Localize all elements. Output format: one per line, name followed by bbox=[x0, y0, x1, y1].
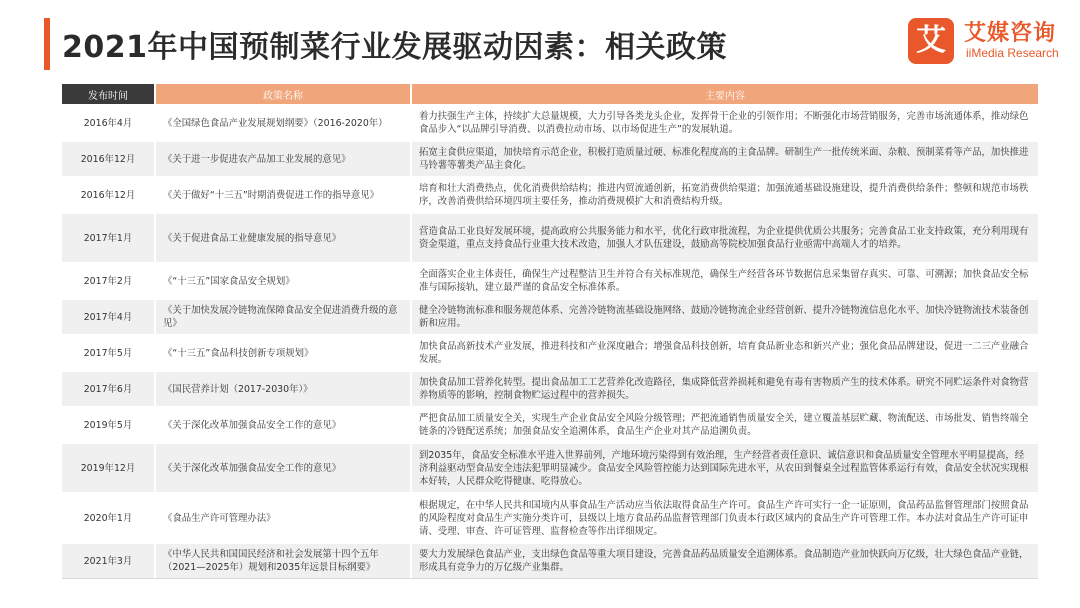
cell-policy-name: 《食品生产许可管理办法》 bbox=[156, 494, 410, 542]
cell-time: 2016年4月 bbox=[62, 106, 154, 140]
cell-main-content: 着力扶强生产主体，持续扩大总量规模，大力引导各类龙头企业，发挥骨干企业的引领作用；不断强化市场营销服务，完善市场流通体系，推动绿色食品步入“以品牌引导消费、以消费拉动市场、以市场促进生产”的发展轨道。 bbox=[412, 106, 1038, 140]
table-row bbox=[62, 142, 1038, 176]
table-row bbox=[62, 372, 1038, 406]
cell-main-content: 根据规定，在中华人民共和国境内从事食品生产活动应当依法取得食品生产许可。食品生产许可实行一企一证原则，食品药品监督管理部门按照食品的风险程度对食品生产实施分类许可，县级以上地方食品药品监督管理部门负责本行政区域内的食品生产许可管理工作。本办法对食品生产许可证申请、受理、审查、许可证管理、监督检查等作出详细规定。 bbox=[412, 494, 1038, 542]
cell-policy-name: 《全国绿色食品产业发展规划纲要》（2016-2020年） bbox=[156, 106, 410, 140]
cell-policy-name: 《“十三五”食品科技创新专项规划》 bbox=[156, 336, 410, 370]
cell-policy-name: 《关于深化改革加强食品安全工作的意见》 bbox=[156, 408, 410, 442]
policy-table bbox=[60, 82, 1040, 580]
cell-main-content: 健全冷链物流标准和服务规范体系、完善冷链物流基础设施网络、鼓励冷链物流企业经营创新、提升冷链物流信息化水平、加快冷链物流技术装备创新和应用。 bbox=[412, 300, 1038, 334]
table-row bbox=[62, 336, 1038, 370]
cell-policy-name: 《关于加快发展冷链物流保障食品安全促进消费升级的意见》 bbox=[156, 300, 410, 334]
table-row bbox=[62, 178, 1038, 212]
table-row bbox=[62, 494, 1038, 542]
table-row bbox=[62, 544, 1038, 578]
cell-main-content: 营造食品工业良好发展环境，提高政府公共服务能力和水平，优化行政审批流程，为企业提供优质公共服务；完善食品工业支持政策，充分利用现有资金渠道，重点支持食品行业重大技术改造，加强人才队伍建设，鼓励高等院校加强食品行业亟需中高端人才的培养。 bbox=[412, 214, 1038, 262]
cell-policy-name: 《关于深化改革加强食品安全工作的意见》 bbox=[156, 444, 410, 492]
cell-main-content: 到2035年，食品安全标准水平进入世界前列，产地环境污染得到有效治理，生产经营者责任意识、诚信意识和食品质量安全管理水平明显提高，经济利益驱动型食品安全违法犯罪明显减少。食品安全风险管控能力达到国际先进水平，从农田到餐桌全过程监管体系运行有效，食品安全状况实现根本好转，人民群众吃得健康、吃得放心。 bbox=[412, 444, 1038, 492]
logo-mark-icon: 艾 bbox=[908, 18, 954, 64]
cell-policy-name: 《关于进一步促进农产品加工业发展的意见》 bbox=[156, 142, 410, 176]
cell-time: 2019年5月 bbox=[62, 408, 154, 442]
cell-policy-name: 《国民营养计划（2017-2030年）》 bbox=[156, 372, 410, 406]
cell-policy-name: 《关于促进食品工业健康发展的指导意见》 bbox=[156, 214, 410, 262]
cell-policy-name: 《关于做好“十三五”时期消费促进工作的指导意见》 bbox=[156, 178, 410, 212]
cell-main-content: 拓宽主食供应渠道，加快培育示范企业，积极打造质量过硬、标准化程度高的主食品牌。研制生产一批传统米面、杂粮、预制菜肴等产品，加快推进马铃薯等薯类产品主食化。 bbox=[412, 142, 1038, 176]
cell-main-content: 要大力发展绿色食品产业，支出绿色食品等重大项目建设，完善食品药品质量安全追溯体系。食品制造产业加快跃向万亿级，壮大绿色食品产业链，形成具有竞争力的万亿级产业集群。 bbox=[412, 544, 1038, 578]
table-row bbox=[62, 408, 1038, 442]
cell-main-content: 严把食品加工质量安全关，实现生产企业食品安全风险分级管理；严把流通销售质量安全关，建立覆盖基层贮藏、物流配送、市场批发、销售终端全链条的冷链配送系统；加强食品安全追溯体系，食品生产企业对其产品追溯负责。 bbox=[412, 408, 1038, 442]
column-header-time: 发布时间 bbox=[62, 84, 154, 104]
page-title: 2021年中国预制菜行业发展驱动因素：相关政策 bbox=[62, 30, 727, 65]
cell-main-content: 全面落实企业主体责任，确保生产过程整洁卫生并符合有关标准规范，确保生产经营各环节数据信息采集留存真实、可靠、可溯源；加快食品安全标准与国际接轨，建立最严谨的食品安全标准体系。 bbox=[412, 264, 1038, 298]
iimedia-logo bbox=[908, 16, 1068, 66]
cell-time: 2017年5月 bbox=[62, 336, 154, 370]
cell-time: 2017年2月 bbox=[62, 264, 154, 298]
cell-time: 2019年12月 bbox=[62, 444, 154, 492]
cell-policy-name: 《中华人民共和国国民经济和社会发展第十四个五年（2021—2025年）规划和2035年远景目标纲要》 bbox=[156, 544, 410, 578]
cell-policy-name: 《“十三五”国家食品安全规划》 bbox=[156, 264, 410, 298]
cell-time: 2020年1月 bbox=[62, 494, 154, 542]
cell-time: 2021年3月 bbox=[62, 544, 154, 578]
cell-time: 2017年6月 bbox=[62, 372, 154, 406]
title-accent-bar bbox=[44, 18, 50, 70]
cell-time: 2016年12月 bbox=[62, 178, 154, 212]
logo-chinese-name: 艾媒咨询 bbox=[964, 21, 1057, 46]
logo-english-name: iiMedia Research bbox=[966, 46, 1059, 60]
table-header-row bbox=[62, 84, 1038, 104]
table-row bbox=[62, 106, 1038, 140]
table-row bbox=[62, 444, 1038, 492]
column-header-main-content: 主要内容 bbox=[412, 84, 1038, 104]
cell-main-content: 加快食品加工营养化转型。提出食品加工工艺营养化改造路径，集成降低营养损耗和避免有毒有害物质产生的技术体系。研究不同贮运条件对食物营养物质等的影响，控制食物贮运过程中的营养损失。 bbox=[412, 372, 1038, 406]
cell-time: 2017年4月 bbox=[62, 300, 154, 334]
cell-time: 2016年12月 bbox=[62, 142, 154, 176]
bottom-divider bbox=[62, 578, 1038, 579]
cell-main-content: 培育和壮大消费热点，优化消费供给结构；推进内贸流通创新，拓宽消费供给渠道；加强流通基础设施建设，提升消费供给条件；整顿和规范市场秩序，改善消费供给环境四项主要任务，推动消费规模扩大和消费结构升级。 bbox=[412, 178, 1038, 212]
cell-time: 2017年1月 bbox=[62, 214, 154, 262]
table-row bbox=[62, 264, 1038, 298]
column-header-policy-name: 政策名称 bbox=[156, 84, 410, 104]
table-row bbox=[62, 214, 1038, 262]
cell-main-content: 加快食品高新技术产业发展，推进科技和产业深度融合；增强食品科技创新，培育食品新业态和新兴产业；强化食品品牌建设，促进一二三产业融合发展。 bbox=[412, 336, 1038, 370]
table-row bbox=[62, 300, 1038, 334]
